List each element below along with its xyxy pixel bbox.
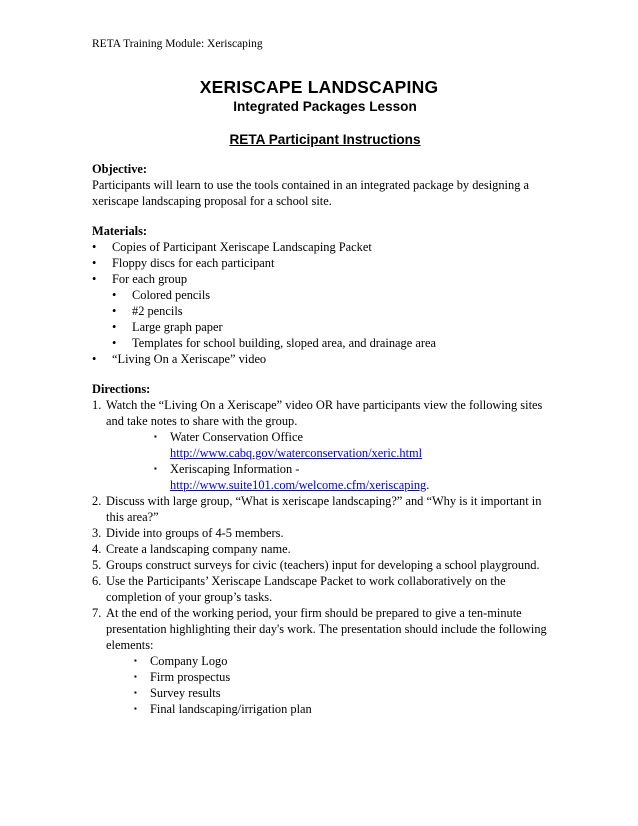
list-item: • #2 pencils bbox=[112, 304, 183, 318]
list-item: 3. Divide into groups of 4-5 members. bbox=[92, 526, 284, 540]
element-item: ▪ Survey results bbox=[134, 686, 221, 700]
list-item: 4. Create a landscaping company name. bbox=[92, 542, 291, 556]
document-body bbox=[92, 161, 552, 717]
bullet-icon: • bbox=[92, 352, 97, 366]
list-item: 5. Groups construct surveys for civic (teachers) input for developing a school playground. bbox=[92, 558, 540, 572]
list-item: 6. Use the Participants’ Xeriscape Landscape Packet to work collaboratively on the completion of your group’s tasks. bbox=[92, 574, 506, 604]
site-link-water-conservation[interactable]: http://www.cabq.gov/waterconservation/xeric.html bbox=[170, 446, 423, 460]
list-item: • Copies of Participant Xeriscape Landscaping Packet bbox=[92, 240, 372, 254]
document-subtitle: Integrated Packages Lesson bbox=[233, 99, 417, 114]
materials-section bbox=[92, 223, 552, 367]
bullet-icon: • bbox=[112, 304, 117, 318]
objective-section bbox=[92, 161, 552, 209]
square-bullet-icon: ▪ bbox=[134, 704, 137, 713]
bullet-icon: • bbox=[112, 320, 117, 334]
square-bullet-icon: ▪ bbox=[154, 432, 157, 441]
list-item: • For each group bbox=[92, 272, 188, 286]
list-item: 7. At the end of the working period, your firm should be prepared to give a ten-minute presentation highlighting their day's work. The presentation should include the following elements: bbox=[92, 606, 547, 652]
square-bullet-icon: ▪ bbox=[154, 464, 157, 473]
list-item: • Templates for school building, sloped area, and drainage area bbox=[112, 336, 436, 350]
list-item: 1. Watch the “Living On a Xeriscape” video OR have participants view the following sites and take notes to share with the group. bbox=[92, 398, 543, 428]
objective-heading: Objective: bbox=[92, 162, 148, 176]
site-item: ▪ Water Conservation Office http://www.cabq.gov/waterconservation/xeric.html bbox=[154, 430, 423, 460]
directions-list bbox=[92, 397, 552, 717]
bullet-icon: • bbox=[112, 288, 117, 302]
list-item: 2. Discuss with large group, “What is xeriscape landscaping?” and “Why is it important in this area?” bbox=[92, 494, 542, 524]
list-item: • “Living On a Xeriscape” video bbox=[92, 352, 267, 366]
objective-text: Participants will learn to use the tools contained in an integrated package by designing a xeriscape landscaping proposal for a school site. bbox=[92, 178, 529, 208]
bullet-icon: • bbox=[112, 336, 117, 350]
list-item: • Large graph paper bbox=[112, 320, 223, 334]
square-bullet-icon: ▪ bbox=[134, 688, 137, 697]
title-block bbox=[92, 77, 546, 147]
list-item: • Floppy discs for each participant bbox=[92, 256, 275, 270]
element-item: ▪ Company Logo bbox=[134, 654, 228, 668]
directions-section bbox=[92, 381, 552, 717]
list-item: • Colored pencils bbox=[112, 288, 211, 302]
square-bullet-icon: ▪ bbox=[134, 672, 137, 681]
element-item: ▪ Firm prospectus bbox=[134, 670, 231, 684]
materials-heading: Materials: bbox=[92, 224, 148, 238]
bullet-icon: • bbox=[92, 256, 97, 270]
directions-heading: Directions: bbox=[92, 382, 151, 396]
element-item: ▪ Final landscaping/irrigation plan bbox=[134, 702, 312, 716]
bullet-icon: • bbox=[92, 272, 97, 286]
bullet-icon: • bbox=[92, 240, 97, 254]
site-item: ▪ Xeriscaping Information - http://www.suite101.com/welcome.cfm/xeriscaping. bbox=[154, 462, 430, 492]
square-bullet-icon: ▪ bbox=[134, 656, 137, 665]
materials-list bbox=[92, 239, 552, 367]
site-link-xeriscaping-info[interactable]: http://www.suite101.com/welcome.cfm/xeriscaping bbox=[170, 478, 427, 492]
document-title: XERISCAPE LANDSCAPING bbox=[199, 77, 439, 97]
section-title: RETA Participant Instructions bbox=[229, 132, 421, 147]
running-header: RETA Training Module: Xeriscaping bbox=[92, 38, 263, 50]
